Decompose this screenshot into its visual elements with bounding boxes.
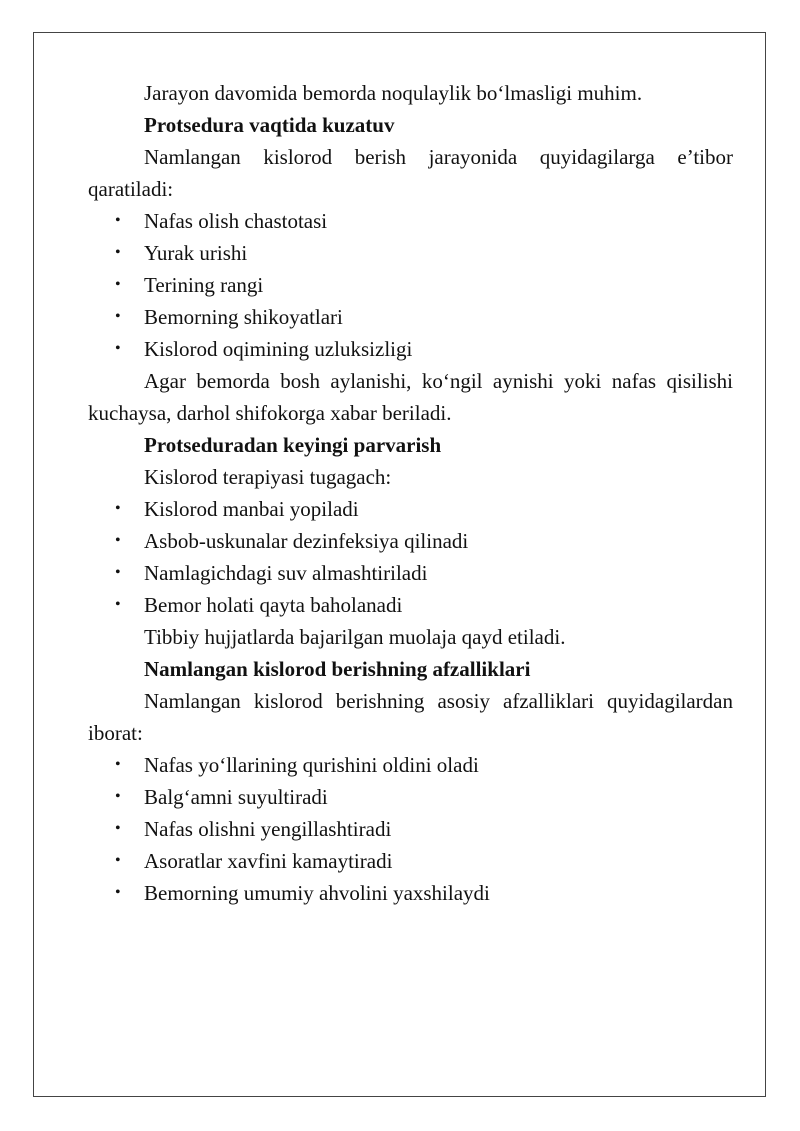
paragraph: Jarayon davomida bemorda noqulaylik bo‘lmasligi muhim.	[144, 81, 643, 105]
bullet-icon: •	[115, 308, 121, 325]
bullet-icon: •	[115, 212, 121, 229]
list-item: • Balg‘amni suyultiradi	[88, 781, 733, 813]
section-heading: Protsedura vaqtida kuzatuv	[144, 113, 395, 137]
paragraph: Namlangan kislorod berishning asosiy afzalliklari quyidagilardan iborat:	[88, 689, 733, 745]
bullet-icon: •	[115, 500, 121, 517]
bullet-icon: •	[115, 884, 121, 901]
list-item: • Bemorning umumiy ahvolini yaxshilaydi	[88, 877, 733, 909]
list-item: • Namlagichdagi suv almashtiriladi	[88, 557, 733, 589]
list-item: • Nafas olishni yengillashtiradi	[88, 813, 733, 845]
bullet-list	[88, 493, 733, 621]
list-item: • Nafas yo‘llarining qurishini oldini oladi	[88, 749, 733, 781]
section-heading: Protseduradan keyingi parvarish	[144, 433, 442, 457]
list-item: • Terining rangi	[88, 269, 733, 301]
bullet-icon: •	[115, 852, 121, 869]
bullet-icon: •	[115, 756, 121, 773]
list-item: • Bemorning shikoyatlari	[88, 301, 733, 333]
bullet-icon: •	[115, 532, 121, 549]
bullet-list	[88, 205, 733, 365]
list-item: • Asoratlar xavfini kamaytiradi	[88, 845, 733, 877]
section-heading: Namlangan kislorod berishning afzalliklari	[144, 657, 531, 681]
paragraph: Namlangan kislorod berish jarayonida quyidagilarga e’tibor qaratiladi:	[88, 145, 733, 201]
bullet-icon: •	[115, 276, 121, 293]
bullet-icon: •	[115, 564, 121, 581]
bullet-list	[88, 749, 733, 909]
bullet-icon: •	[115, 596, 121, 613]
list-item: • Yurak urishi	[88, 237, 733, 269]
paragraph: Kislorod terapiyasi tugagach:	[144, 465, 392, 489]
list-item: • Kislorod oqimining uzluksizligi	[88, 333, 733, 365]
paragraph: Tibbiy hujjatlarda bajarilgan muolaja qayd etiladi.	[144, 625, 566, 649]
list-item: • Kislorod manbai yopiladi	[88, 493, 733, 525]
list-item: • Nafas olish chastotasi	[88, 205, 733, 237]
paragraph: Agar bemorda bosh aylanishi, ko‘ngil aynishi yoki nafas qisilishi kuchaysa, darhol shifokorga xabar beriladi.	[88, 369, 733, 425]
bullet-icon: •	[115, 820, 121, 837]
bullet-icon: •	[115, 788, 121, 805]
list-item: • Asbob-uskunalar dezinfeksiya qilinadi	[88, 525, 733, 557]
document-body	[88, 77, 733, 909]
bullet-icon: •	[115, 244, 121, 261]
list-item: • Bemor holati qayta baholanadi	[88, 589, 733, 621]
bullet-icon: •	[115, 340, 121, 357]
